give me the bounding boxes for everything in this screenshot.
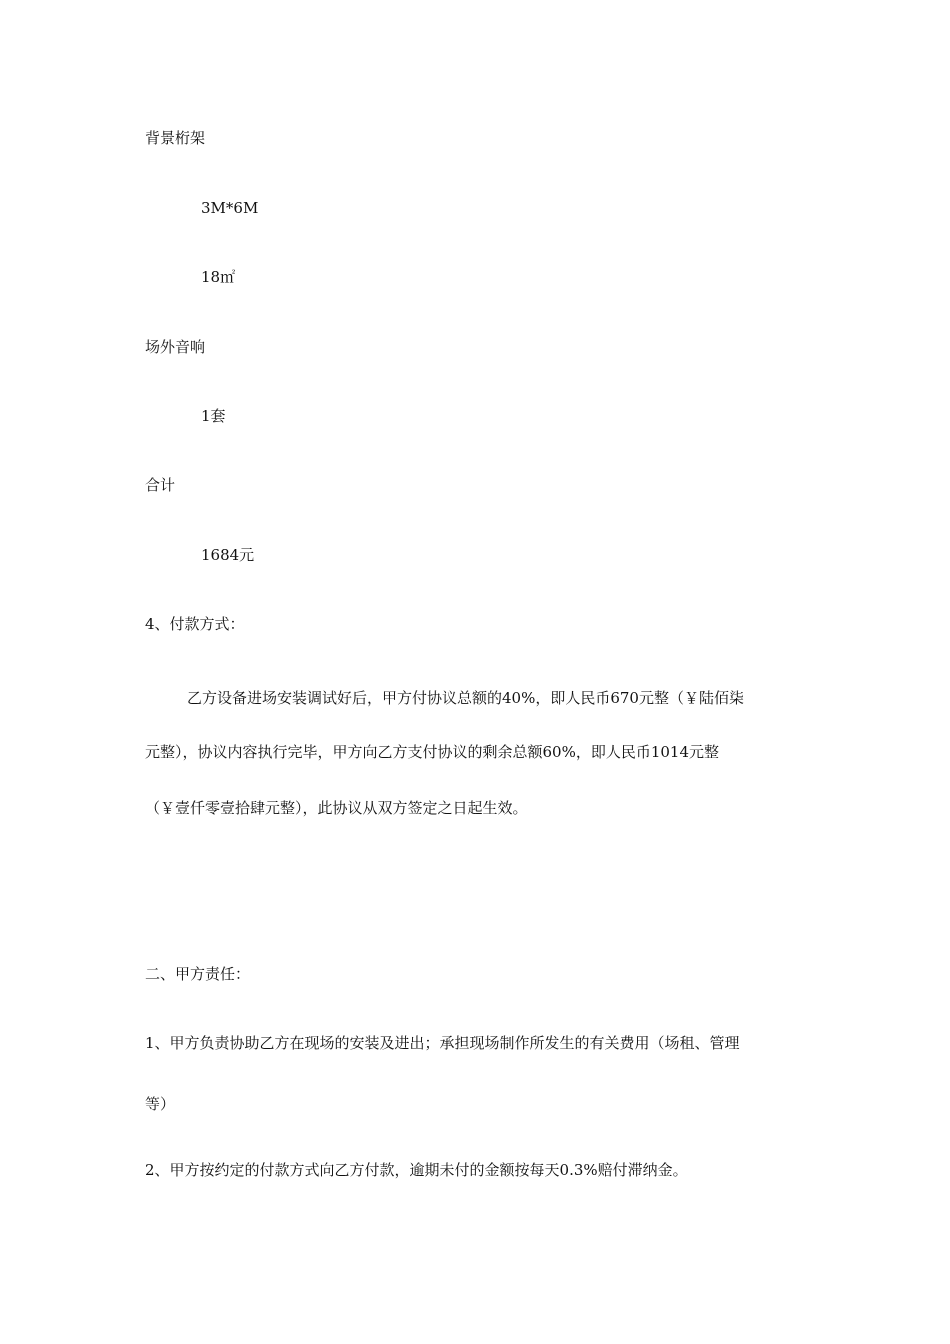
item-qty-truss: 18㎡ [201, 268, 236, 286]
item-spec-truss: 3M*6M [201, 199, 259, 217]
payment-text-line-3: （￥壹仟零壹拾肆元整），此协议从双方签定之日起生效。 [145, 799, 528, 817]
payment-heading: 4、付款方式： [145, 615, 245, 633]
clause1-line-1: 1、甲方负责协助乙方在现场的安装及进出；承担现场制作所发生的有关费用（场租、管理 [145, 1034, 740, 1052]
payment-text-line-1: 乙方设备进场安装调试好后，甲方付协议总额的40%，即人民币670元整（￥陆佰柒 [187, 689, 744, 707]
item-name-truss: 背景桁架 [145, 129, 206, 147]
clause2-text: 2、甲方按约定的付款方式向乙方付款，逾期未付的金额按每天0.3%赔付滞纳金。 [145, 1161, 688, 1179]
item-name-total: 合计 [145, 476, 176, 494]
section2-heading: 二、甲方责任： [145, 965, 251, 983]
item-amount-total: 1684元 [201, 546, 255, 564]
item-name-speaker: 场外音响 [145, 338, 206, 356]
clause1-line-2: 等） [145, 1095, 176, 1113]
item-qty-speaker: 1套 [201, 407, 226, 425]
payment-text-line-2: 元整），协议内容执行完毕，甲方向乙方支付协议的剩余总额60%，即人民币1014元整 [145, 743, 720, 761]
